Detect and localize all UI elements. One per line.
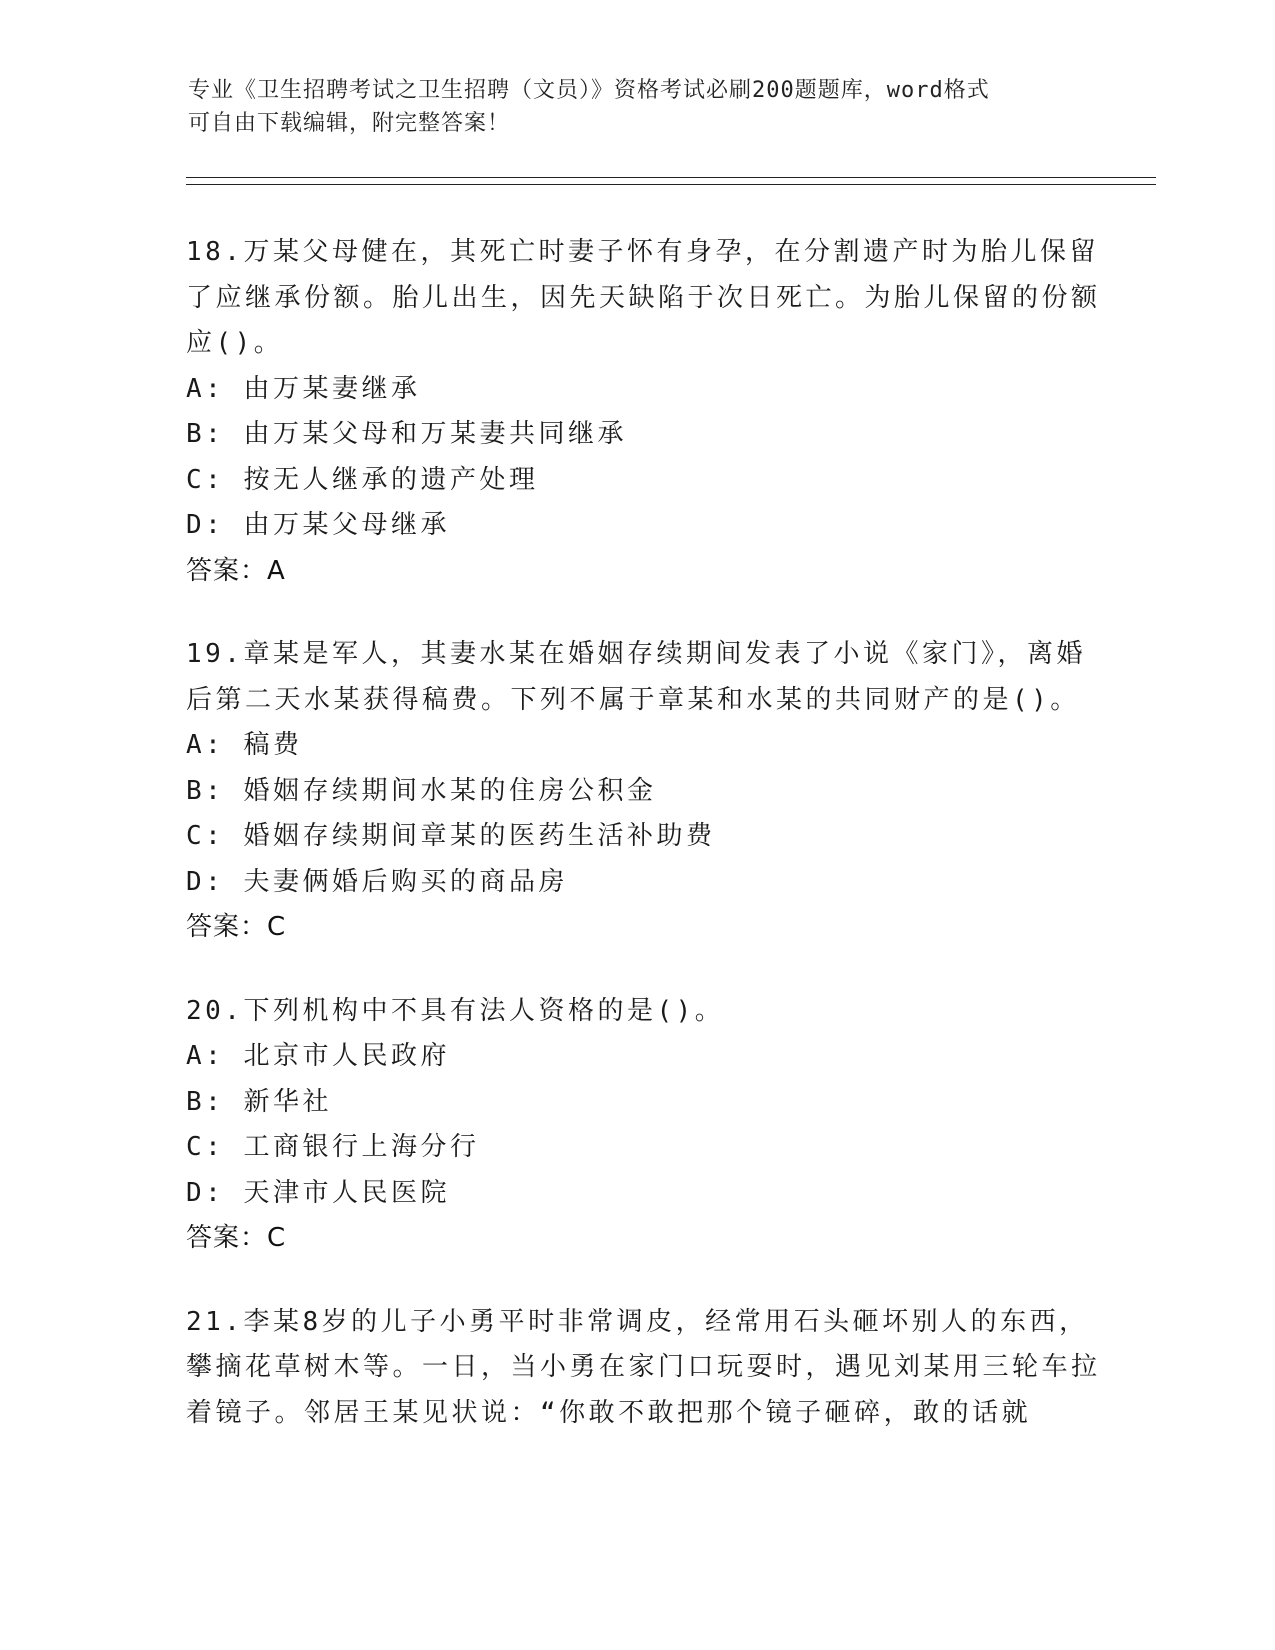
option-a: A: 北京市人民政府: [186, 1041, 450, 1071]
question-19: [186, 632, 1106, 951]
option-c: C: 婚姻存续期间章某的医药生活补助费: [186, 821, 716, 851]
answer-label: 答案：C: [186, 1223, 287, 1253]
header-title-line-2: 可自由下载编辑，附完整答案！: [188, 111, 511, 136]
option-d: D: 夫妻俩婚后购买的商品房: [186, 866, 568, 897]
header-title-line-1: 专业《卫生招聘考试之卫生招聘（文员）》资格考试必刷200题题库，word格式: [188, 78, 990, 103]
option-d: D: 由万某父母继承: [186, 510, 450, 540]
option-c: C: 工商银行上海分行: [186, 1132, 480, 1162]
option-b: B: 婚姻存续期间水某的住房公积金: [186, 775, 657, 806]
option-a: A: 由万某妻继承: [186, 373, 421, 404]
option-d: D: 天津市人民医院: [186, 1177, 450, 1208]
option-c: C: 按无人继承的遗产处理: [186, 464, 539, 495]
question-text: 18.万某父母健在，其死亡时妻子怀有身孕，在分割遗产时为胎儿保留了应继承份额。胎儿出生，因先天缺陷于次日死亡。为胎儿保留的份额应()。: [186, 237, 1101, 358]
question-18: [186, 230, 1106, 594]
header-divider: [186, 177, 1156, 185]
option-a: A: 稿费: [186, 730, 303, 760]
question-20: [186, 989, 1106, 1262]
question-text: 21.李某8岁的儿子小勇平时非常调皮，经常用石头砸坏别人的东西，攀摘花草树木等。一日，当小勇在家门口玩耍时，遇见刘某用三轮车拉着镜子。邻居王某见状说：“你敢不敢把那个镜子砸碎，敢的话就: [186, 1306, 1101, 1428]
question-text: 20.下列机构中不具有法人资格的是()。: [186, 995, 725, 1026]
option-b: B: 由万某父母和万某妻共同继承: [186, 419, 627, 449]
answer-label: 答案：C: [186, 912, 287, 942]
page-header: [188, 74, 1088, 140]
option-b: B: 新华社: [186, 1086, 332, 1117]
answer-label: 答案：A: [186, 555, 286, 586]
question-text: 19.章某是军人，其妻水某在婚姻存续期间发表了小说《家门》，离婚后第二天水某获得稿费。下列不属于章某和水某的共同财产的是()。: [186, 639, 1086, 715]
question-list: [186, 230, 1106, 1474]
question-21: [186, 1300, 1106, 1437]
